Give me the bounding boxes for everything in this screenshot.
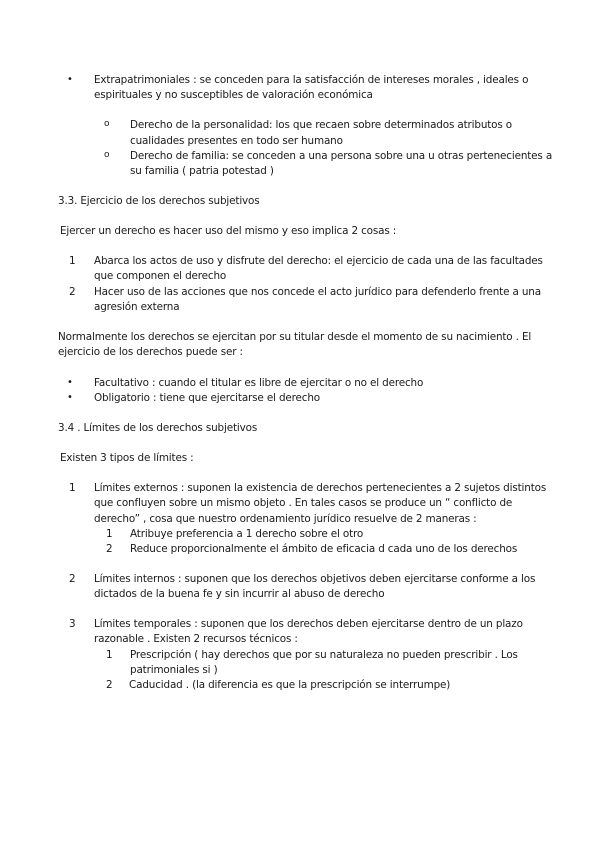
section-heading: 3.3. Ejercicio de los derechos subjetivos [58,195,260,207]
paragraph: Normalmente los derechos se ejercitan por su titular desde el momento de su nacimiento . El [58,331,532,343]
text-line: derecho” , cosa que nuestro ordenamiento jurídico resuelve de 2 maneras : [94,513,477,525]
text-line: agresión externa [94,301,180,313]
sub-bullet-marker: o [104,119,110,129]
text-line: Límites temporales : suponen que los derechos deben ejercitarse dentro de un plazo [94,618,523,630]
list-number: 1 [69,255,76,267]
text-line: Atribuye preferencia a 1 derecho sobre el otro [130,528,364,540]
text-line: Extrapatrimoniales : se conceden para la satisfacción de intereses morales , ideales o [94,74,529,86]
list-number: 2 [69,573,76,585]
paragraph: ejercicio de los derechos puede ser : [58,346,243,358]
text-line: Prescripción ( hay derechos que por su naturaleza no pueden prescribir . Los [130,649,518,661]
text-line: Derecho de familia: se conceden a una persona sobre una u otras pertenecientes a [130,150,553,162]
bullet-marker: • [67,392,73,403]
sublist-number: 2 [106,543,113,555]
text-line: Hacer uso de las acciones que nos concede el acto jurídico para defenderlo frente a una [94,286,541,298]
sub-bullet-marker: o [104,150,110,160]
text-line: espirituales y no susceptibles de valoración económica [94,89,373,101]
text-line: Caducidad . (la diferencia es que la prescripción se interrumpe) [129,679,451,691]
sublist-number: 1 [106,649,113,661]
text-line: Reduce proporcionalmente el ámbito de eficacia d cada uno de los derechos [130,543,518,555]
bullet-marker: • [67,377,73,388]
list-number: 1 [69,482,76,494]
text-line: Abarca los actos de uso y disfrute del derecho: el ejercicio de cada una de las facultades [94,255,543,267]
paragraph: Existen 3 tipos de límites : [60,452,194,464]
sublist-number: 2 [106,679,113,691]
text-line: que confluyen sobre un mismo objeto . En tales casos se produce un “ conflicto de [94,497,513,509]
text-line: patrimoniales si ) [130,664,218,676]
section-heading: 3.4 . Límites de los derechos subjetivos [58,422,258,434]
sublist-number: 1 [106,528,113,540]
text-line: dictados de la buena fe y sin incurrir al abuso de derecho [94,588,385,600]
bullet-marker: • [67,74,73,85]
text-line: su familia ( patria potestad ) [130,165,274,177]
text-line: Derecho de la personalidad: los que recaen sobre determinados atributos o [130,119,513,131]
text-line: cualidades presentes en todo ser humano [130,135,343,147]
text-line: razonable . Existen 2 recursos técnicos : [94,633,298,645]
text-line: Límites externos : suponen la existencia de derechos pertenecientes a 2 sujetos distintos [94,482,547,494]
text-line: Límites internos : suponen que los derechos objetivos deben ejercitarse conforme a los [94,573,536,585]
text-line: Obligatorio : tiene que ejercitarse el derecho [94,392,320,404]
list-number: 2 [69,286,76,298]
text-line: Facultativo : cuando el titular es libre de ejercitar o no el derecho [94,377,424,389]
paragraph: Ejercer un derecho es hacer uso del mismo y eso implica 2 cosas : [60,225,397,237]
list-number: 3 [69,618,76,630]
text-line: que componen el derecho [94,270,227,282]
